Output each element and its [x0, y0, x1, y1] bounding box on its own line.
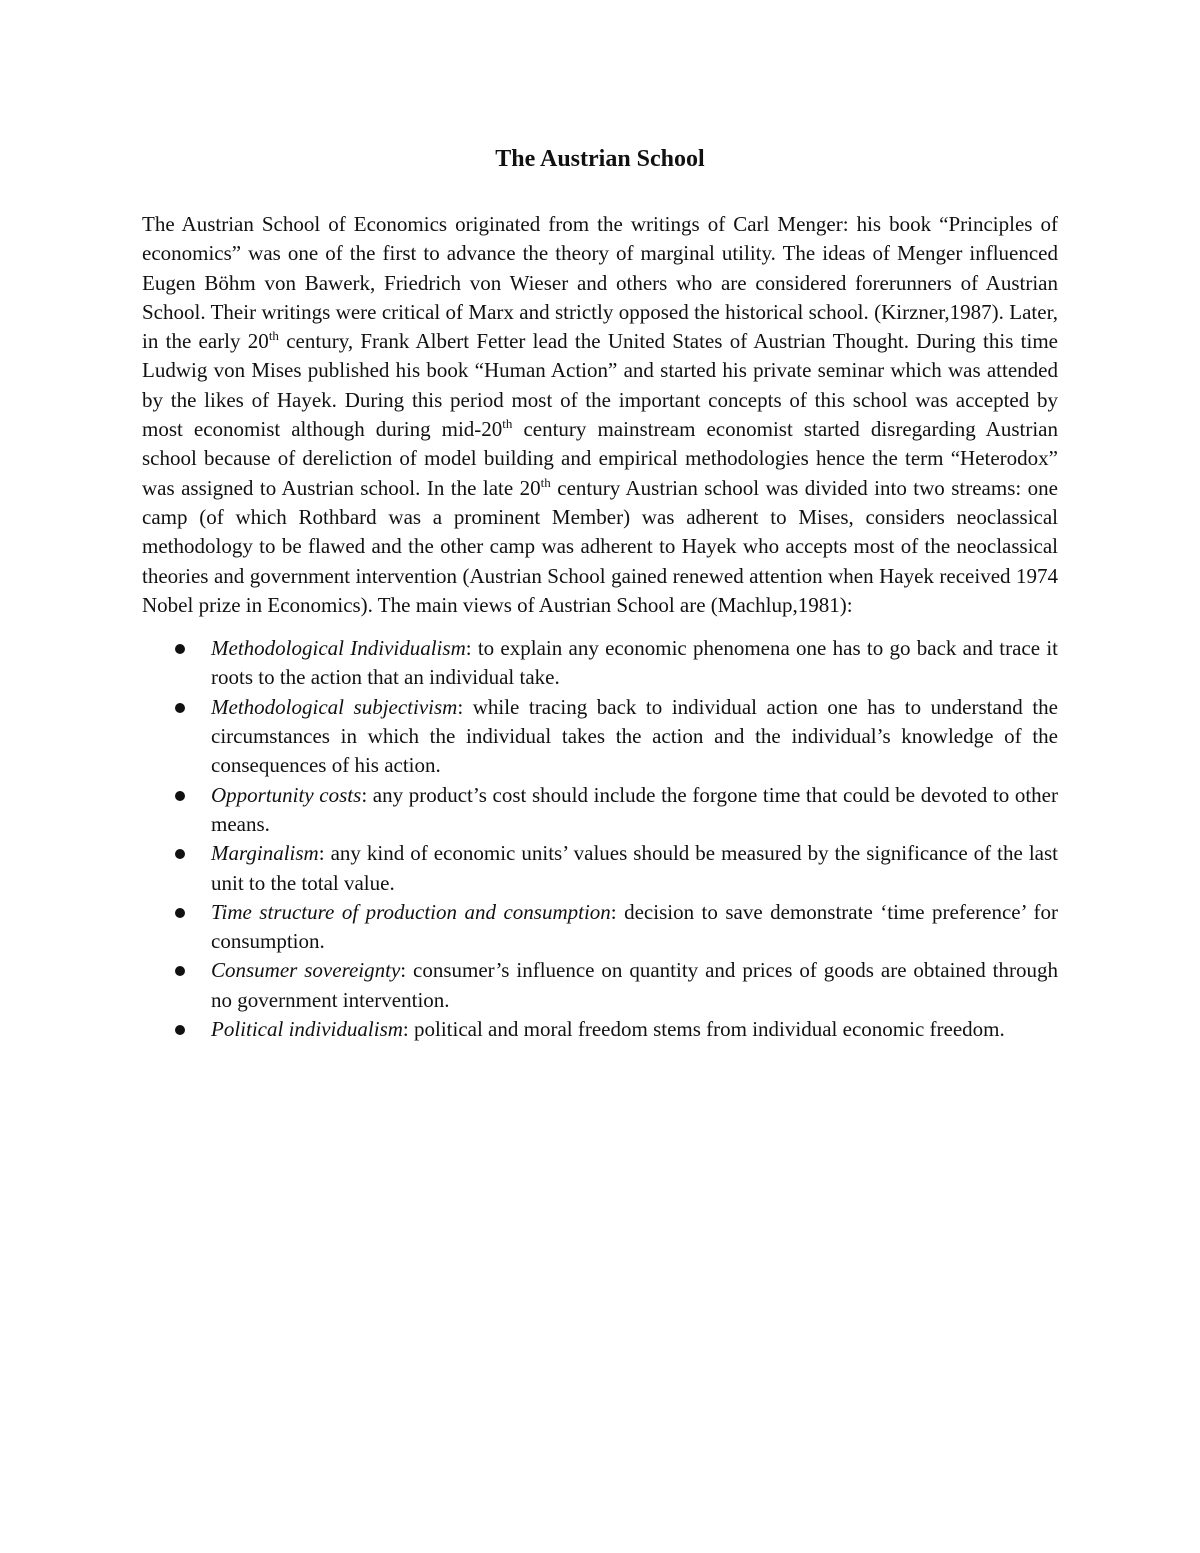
superscript-ordinal: th	[540, 474, 551, 490]
list-item-term: Methodological subjectivism	[211, 694, 458, 719]
paragraph-text: century, Frank Albert Fetter lead the United States of Austrian Thought. During this time Ludwig von Mises published his book “Human Action” and started his private seminar which was attended by the likes of Hayek. During this period most of the important concepts of this school was accepted by most economist although during mid-20	[142, 329, 1058, 442]
bullet-icon	[175, 849, 185, 859]
bullet-icon	[175, 1025, 185, 1035]
list-item	[142, 634, 1058, 693]
list-item-term: Political individualism	[211, 1017, 403, 1042]
intro-paragraph	[142, 210, 1058, 620]
document-title: The Austrian School	[495, 146, 705, 172]
main-views-list	[142, 634, 1058, 1044]
paragraph-text: century mainstream economist started disregarding Austrian school because of dereliction of model building and empirical methodologies hence the term “Heterodox” was assigned to Austrian school. In the late 20	[142, 417, 1058, 500]
list-item	[142, 956, 1058, 1015]
list-item-text: : any kind of economic units’ values should be measured by the significance of the last unit to the total value.	[211, 841, 1058, 895]
bullet-icon	[175, 703, 185, 713]
list-item-term: Consumer sovereignty	[211, 958, 401, 983]
list-item-term: Marginalism	[211, 841, 319, 866]
list-item-text: : while tracing back to individual action one has to understand the circumstances in which the individual takes the action and the individual’s knowledge of the consequences of his action.	[211, 694, 1058, 778]
bullet-icon	[175, 966, 185, 976]
bullet-icon	[175, 644, 185, 654]
list-item	[142, 839, 1058, 898]
list-item-text: : any product’s cost should include the forgone time that could be devoted to other means.	[211, 782, 1058, 836]
document-body	[142, 140, 1058, 1044]
list-item	[142, 898, 1058, 957]
bullet-icon	[175, 791, 185, 801]
list-item	[142, 1015, 1058, 1044]
superscript-ordinal: th	[502, 416, 513, 432]
paragraph-text: century Austrian school was divided into two streams: one camp (of which Rothbard was a prominent Member) was adherent to Mises, considers neoclassical methodology to be flawed and the other camp was adherent to Hayek who accepts most of the neoclassical theories and government intervention (Austrian School gained renewed attention when Hayek received 1974 Nobel prize in Economics). The main views of Austrian School are (Machlup,1981):	[142, 475, 1058, 617]
list-item-term: Methodological Individualism	[211, 636, 466, 661]
list-item-text: : consumer’s influence on quantity and prices of goods are obtained through no government intervention.	[211, 958, 1058, 1012]
list-item-text: : decision to save demonstrate ‘time preference’ for consumption.	[211, 899, 1059, 954]
paragraph-text: The Austrian School of Economics originated from the writings of Carl Menger: his book “Principles of economics” was one of the first to advance the theory of marginal utility. The ideas of Menger influenced Eugen Böhm von Bawerk, Friedrich von Wieser and others who are considered forerunners of Austrian School. Their writings were critical of Marx and strictly opposed the historical school. (Kirzner,1987). Later, in the early 20	[142, 212, 1058, 354]
superscript-ordinal: th	[268, 328, 279, 344]
list-item-text: : to explain any economic phenomena one has to go back and trace it roots to the action that an individual take.	[211, 636, 1058, 690]
list-item	[142, 781, 1058, 840]
bullet-icon	[175, 908, 185, 918]
list-item	[142, 693, 1058, 781]
list-item-term: Time structure of production and consumption	[211, 899, 611, 924]
list-item-text: : political and moral freedom stems from individual economic freedom.	[402, 1017, 1005, 1042]
list-item-term: Opportunity costs	[211, 782, 362, 807]
